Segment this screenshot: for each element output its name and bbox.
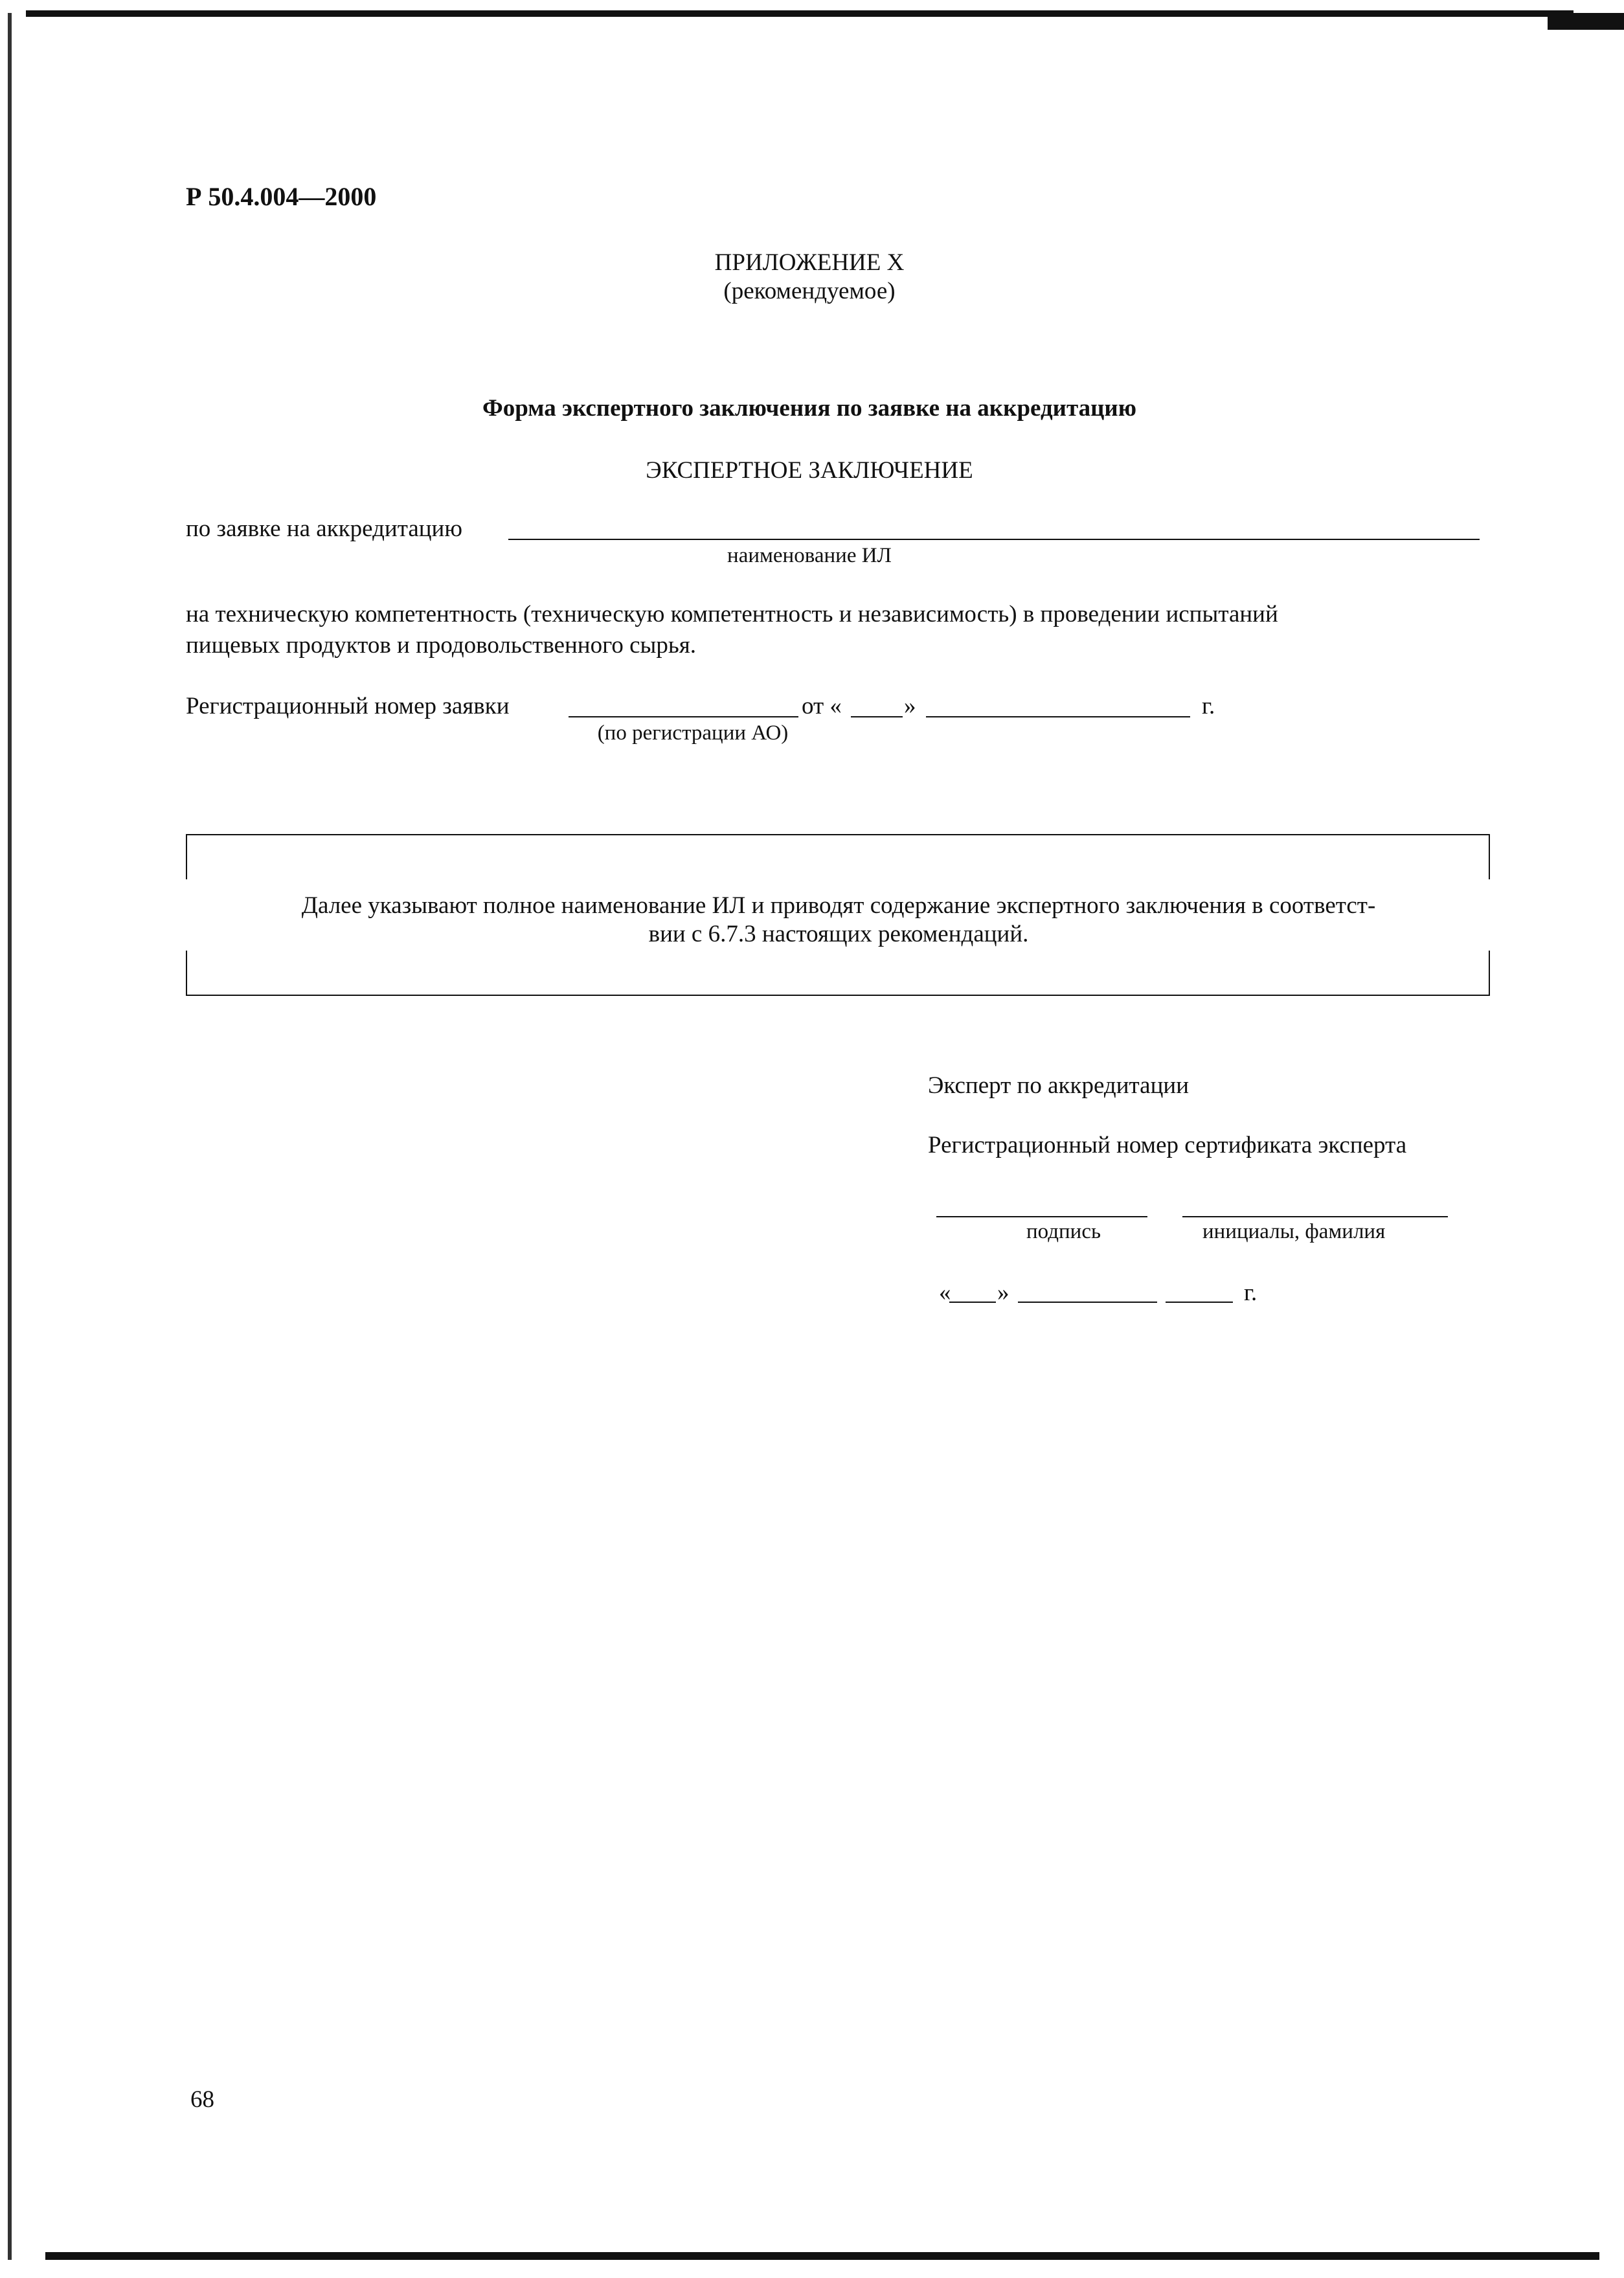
- registration-day-field[interactable]: [851, 716, 903, 717]
- date-open-quote: «: [939, 1280, 951, 1306]
- note-box-top-border: [186, 834, 1490, 835]
- date-day-field[interactable]: [949, 1302, 996, 1303]
- note-box-bottom-border: [186, 995, 1490, 996]
- scan-bottom-border: [45, 2252, 1599, 2260]
- registration-year: г.: [1202, 693, 1215, 719]
- date-month-field[interactable]: [1018, 1302, 1157, 1303]
- registration-caption: (по регистрации АО): [597, 721, 789, 745]
- note-box-right-top-tick: [1489, 834, 1490, 879]
- application-caption: наименование ИЛ: [727, 544, 892, 567]
- signature-field[interactable]: [936, 1216, 1147, 1217]
- registration-from: от «: [802, 693, 842, 719]
- doc-code: Р 50.4.004—2000: [186, 182, 377, 211]
- signature-caption: подпись: [1026, 1220, 1101, 1243]
- body-line-1: на техническую компетентность (техническую компетентность и независимость) в проведении испытаний: [186, 601, 1278, 627]
- registration-number-field[interactable]: [569, 716, 798, 717]
- note-box-left-bottom-tick: [186, 951, 187, 996]
- scan-top-right-fold: [1548, 13, 1624, 30]
- form-title: Форма экспертного заключения по заявке на аккредитацию: [482, 395, 1137, 422]
- body-line-2: пищевых продуктов и продовольственного сырья.: [186, 632, 697, 659]
- registration-month-field[interactable]: [926, 716, 1190, 717]
- cert-number-label: Регистрационный номер сертификата эксперта: [928, 1132, 1407, 1158]
- name-field[interactable]: [1182, 1216, 1448, 1217]
- scan-top-border: [26, 10, 1573, 17]
- note-line-2: вии с 6.7.3 настоящих рекомендаций.: [648, 921, 1029, 947]
- note-box-left-top-tick: [186, 834, 187, 879]
- date-year-field[interactable]: [1166, 1302, 1233, 1303]
- application-prefix: по заявке на аккредитацию: [186, 515, 462, 542]
- registration-label: Регистрационный номер заявки: [186, 693, 510, 719]
- appendix-subtitle: (рекомендуемое): [723, 278, 896, 304]
- application-name-field[interactable]: [508, 539, 1480, 540]
- date-year-suffix: г.: [1244, 1280, 1257, 1306]
- page-number: 68: [190, 2086, 214, 2113]
- date-close-quote: »: [997, 1280, 1009, 1306]
- heading: ЭКСПЕРТНОЕ ЗАКЛЮЧЕНИЕ: [646, 457, 973, 484]
- note-box-right-bottom-tick: [1489, 951, 1490, 996]
- expert-label: Эксперт по аккредитации: [928, 1072, 1189, 1099]
- appendix-title: ПРИЛОЖЕНИЕ Х: [714, 249, 905, 276]
- scan-left-border: [8, 13, 12, 2260]
- name-caption: инициалы, фамилия: [1202, 1220, 1386, 1243]
- note-line-1: Далее указывают полное наименование ИЛ и приводят содержание экспертного заключения в соответст-: [301, 892, 1376, 919]
- registration-close-quote: »: [904, 693, 916, 719]
